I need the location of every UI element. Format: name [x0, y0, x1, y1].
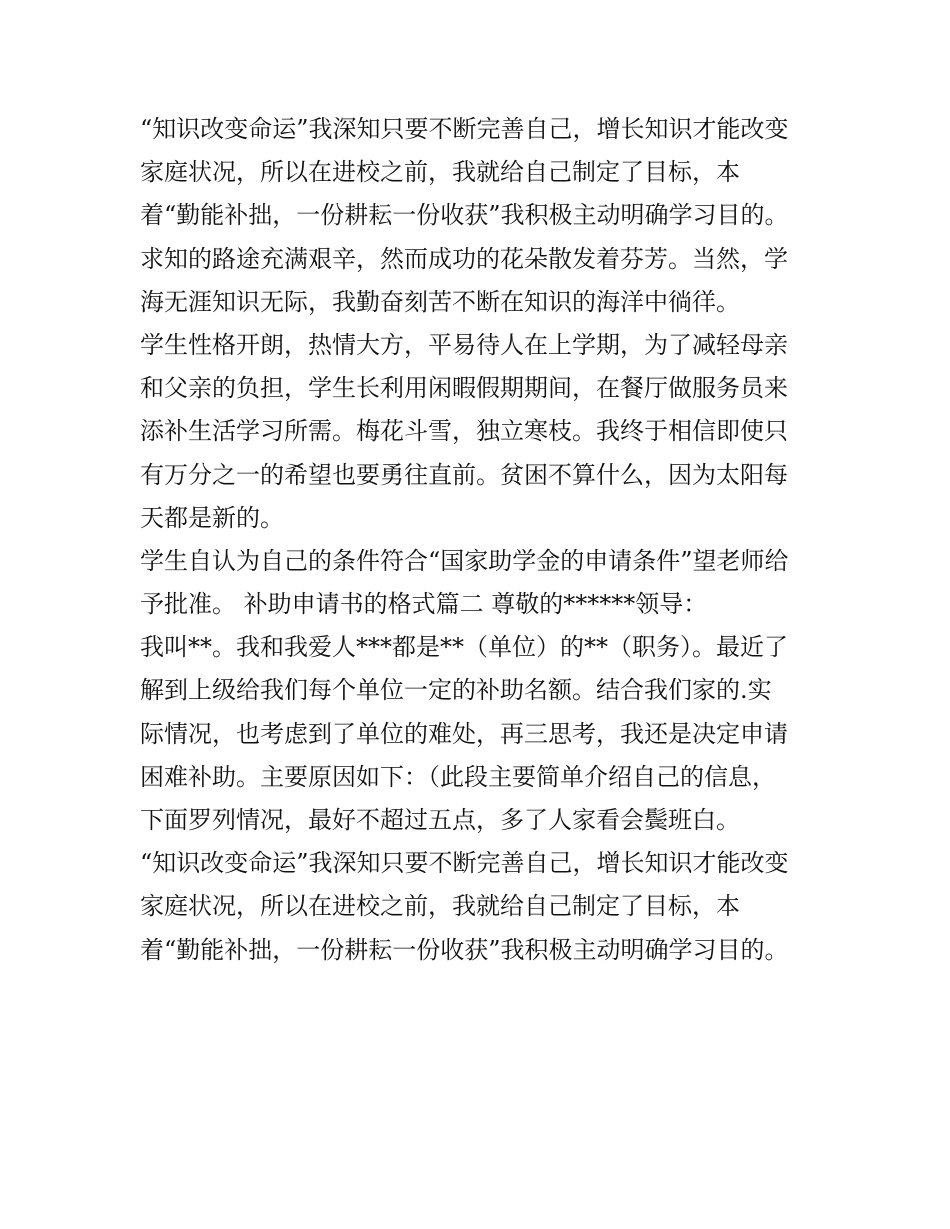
text-line: 着“勤能补拙，一份耕耘一份收获”我积极主动明确学习目的。: [140, 935, 789, 964]
text-line: 天都是新的。: [140, 503, 284, 532]
text-line: 有万分之一的希望也要勇往直前。贫困不算什么，因为太阳每: [140, 460, 788, 489]
text-line: 求知的路途充满艰辛，然而成功的花朵散发着芬芳。当然，学: [140, 244, 788, 273]
text-line: 添补生活学习所需。梅花斗雪，独立寒枝。我终于相信即使只: [140, 417, 788, 446]
text-line: “知识改变命运”我深知只要不断完善自己，增长知识才能改变: [140, 849, 789, 878]
text-line: 困难补助。主要原因如下：（此段主要简单介绍自己的信息，: [140, 762, 776, 791]
text-line: 学生自认为自己的条件符合“国家助学金的申请条件”望老师给: [140, 546, 789, 575]
text-line: 着“勤能补拙，一份耕耘一份收获”我积极主动明确学习目的。: [140, 201, 789, 230]
text-line: 解到上级给我们每个单位一定的补助名额。结合我们家的.实: [140, 676, 772, 705]
text-line: “知识改变命运”我深知只要不断完善自己，增长知识才能改变: [140, 115, 789, 143]
text-line: 学生性格开朗，热情大方，平易待人在上学期，为了减轻母亲: [140, 330, 788, 359]
text-line: 和父亲的负担，学生长利用闲暇假期期间，在餐厅做服务员来: [140, 374, 788, 403]
text-line: 下面罗列情况，最好不超过五点，多了人家看会鬓班白。: [140, 806, 740, 834]
text-line: 我叫**。我和我爱人***都是**（单位）的**（职务）。最近了: [140, 633, 788, 662]
text-line: 海无涯知识无际，我勤奋刻苦不断在知识的海洋中徜徉。: [140, 287, 740, 316]
text-line: 际情况，也考虑到了单位的难处，再三思考，我还是决定申请: [140, 719, 788, 748]
text-line: 家庭状况，所以在进校之前，我就给自己制定了目标，本: [140, 158, 740, 187]
document-body: [140, 108, 820, 972]
text-line: 予批准。 补助申请书的格式篇二 尊敬的******领导：: [140, 590, 708, 619]
text-line: 家庭状况，所以在进校之前，我就给自己制定了目标，本: [140, 892, 740, 921]
